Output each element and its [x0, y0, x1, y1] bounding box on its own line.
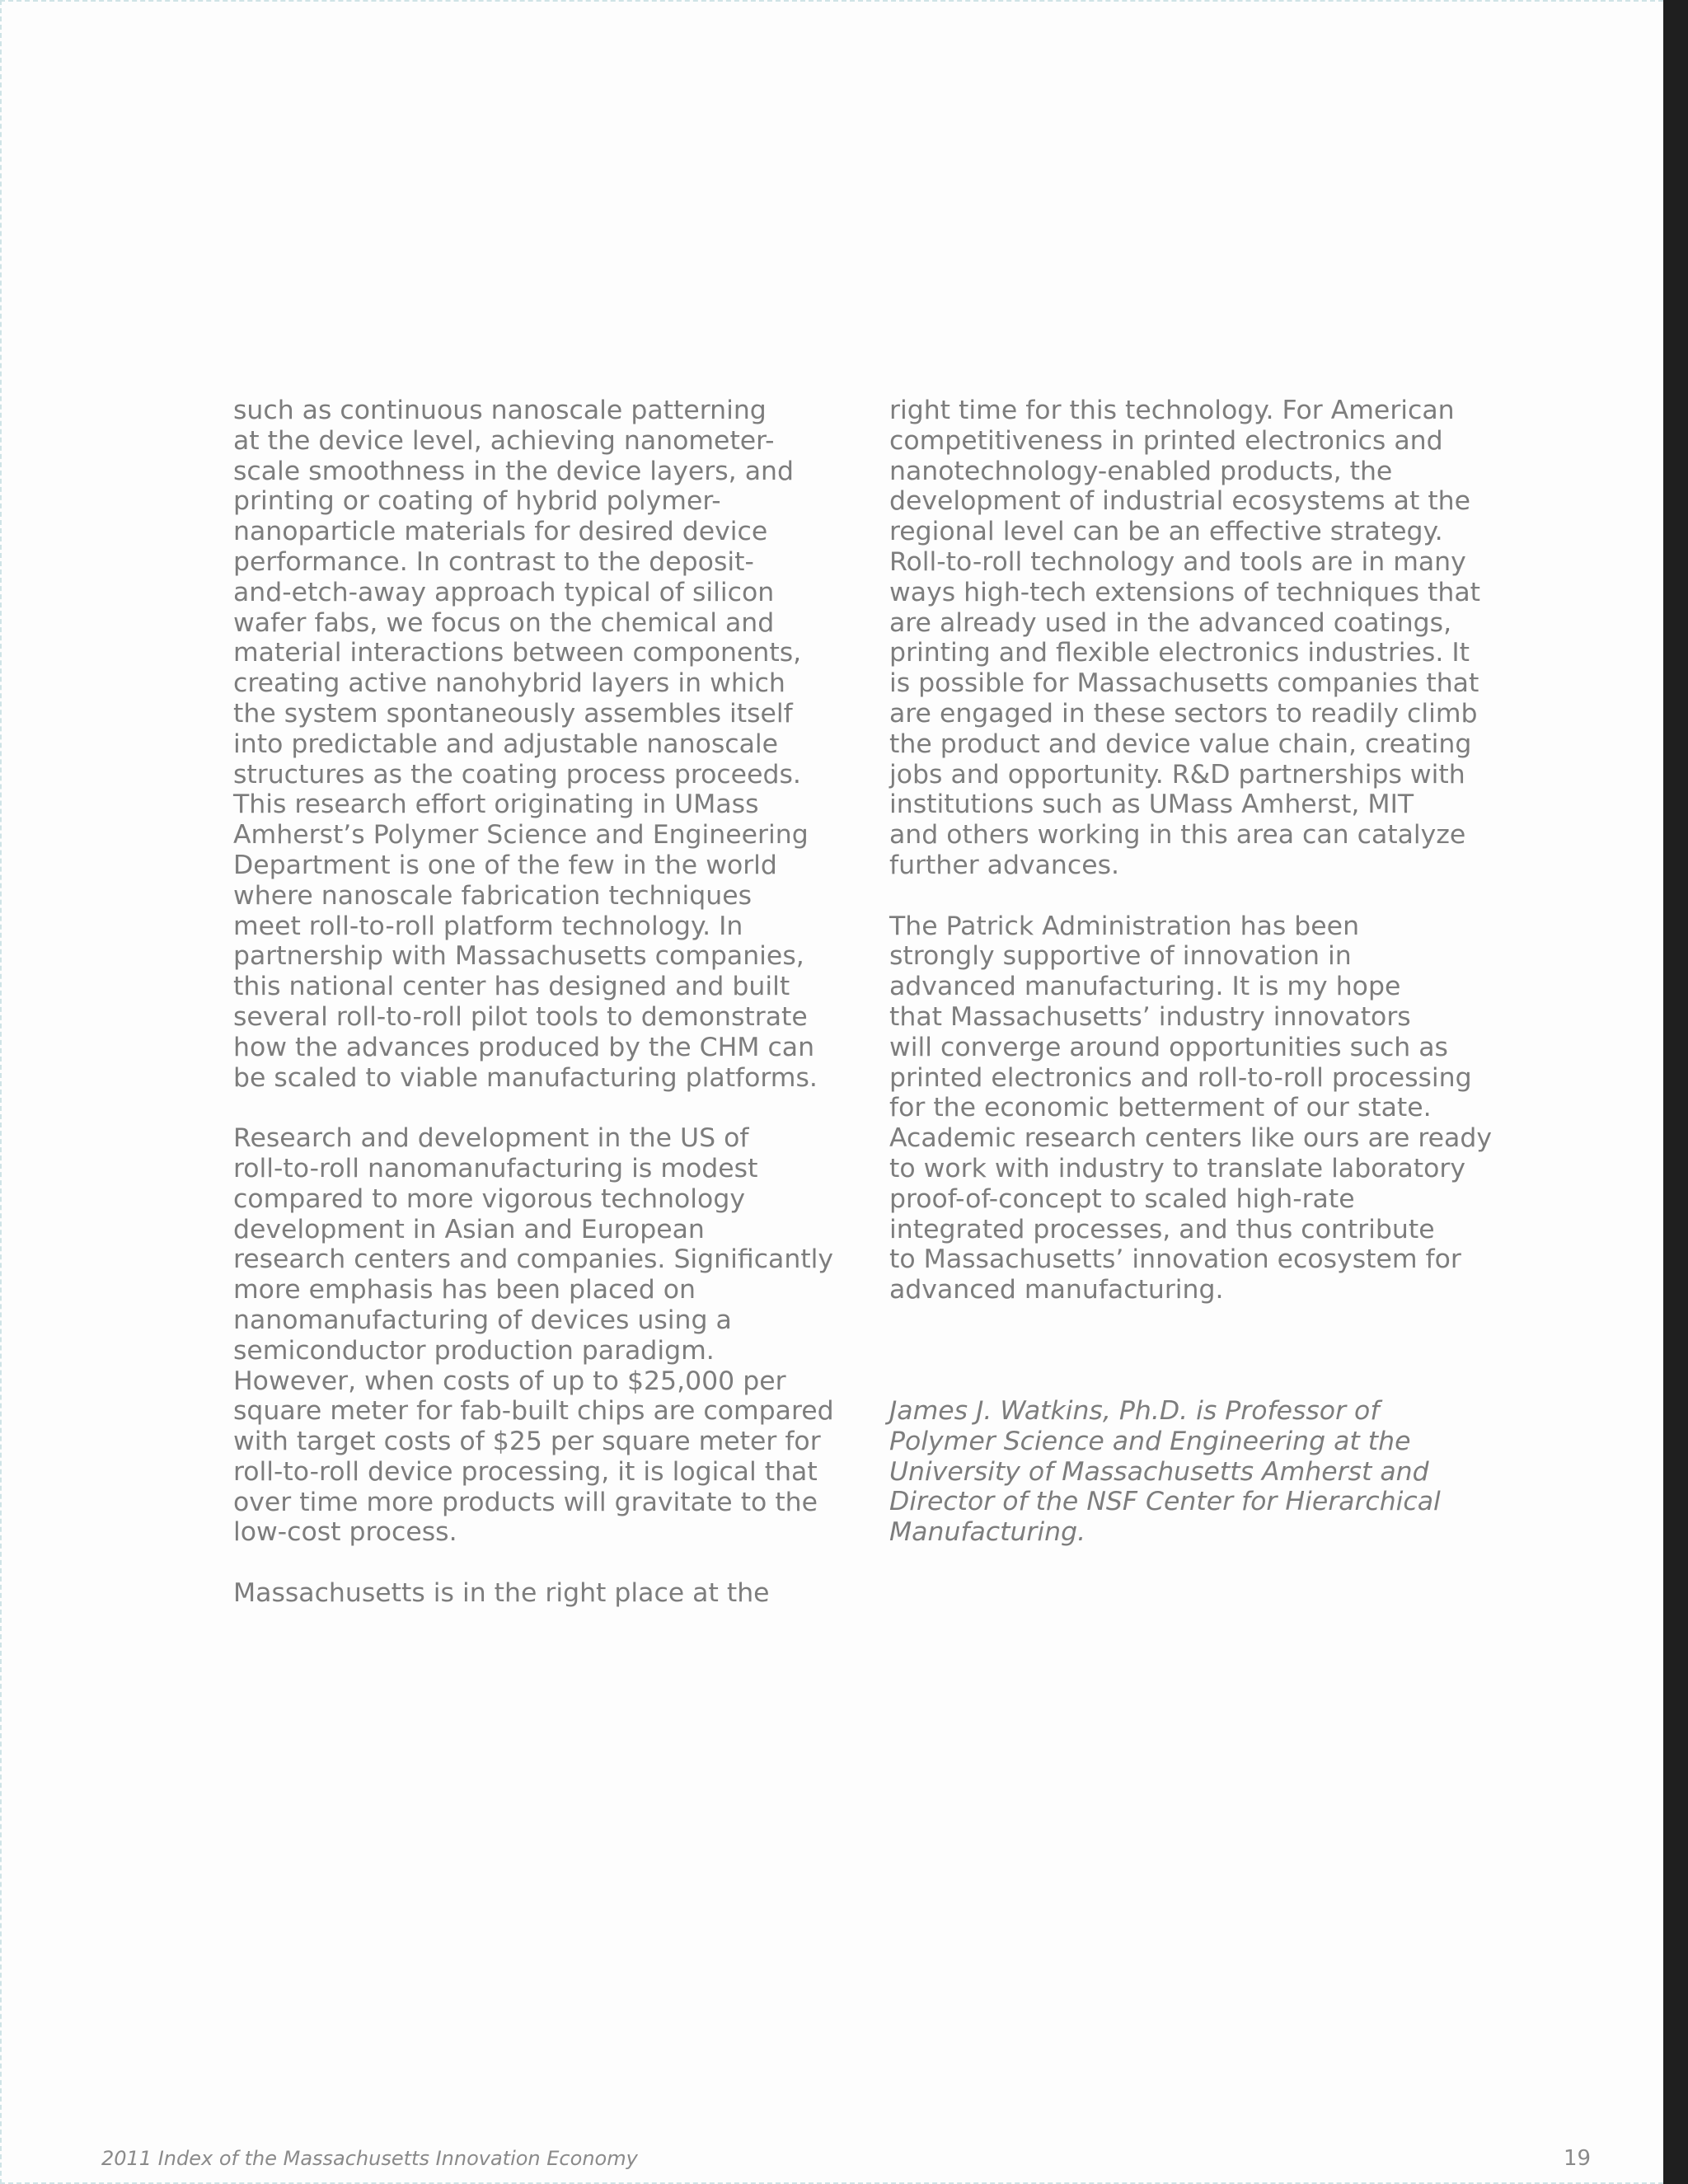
right-column	[889, 396, 1516, 1548]
bio-spacer	[889, 1305, 1516, 1396]
paragraph-spacer	[233, 1093, 860, 1123]
right-paragraph-2: The Patrick Administration has been strongly supportive of innovation in advanced manufacturing. It is my hope that Massachusetts’ industry innovators will converge around opportunities such as printed electronics and roll-to-roll processing for the economic betterment of our state. Academic research centers like ours are ready to work with industry to translate laboratory proof-of-concept to scaled high-rate integrated processes, and thus contribute to Massachusetts’ innovation ecosystem for advanced manufacturing.	[889, 911, 1492, 1305]
paragraph-spacer	[889, 881, 1516, 912]
left-paragraph-1: such as continuous nanoscale patterning at the device level, achieving nanometer- scale smoothness in the device layers, and printing or coating of hybrid polymer- nanoparticle materials for desired device performance. In contrast to the deposit- and-etch-away approach typical of silicon wafer fabs, we focus on the chemical and material interactions between components, creating active nanohybrid layers in which the system spontaneously assembles itself into predictable and adjustable nanoscale structures as the coating process proceeds. This research effort originating in UMass Amherst’s Polymer Science and Engineering Department is one of the few in the world where nanoscale fabrication techniques meet roll-to-roll platform technology. In partnership with Massachusetts companies, this national center has designed and built several roll-to-roll pilot tools to demonstrate how the advances produced by the CHM can be scaled to viable manufacturing platforms.	[233, 396, 818, 1093]
paragraph-spacer	[233, 1548, 860, 1578]
right-paragraph-1: right time for this technology. For American competitiveness in printed electronics and nanotechnology-enabled products, the development of industrial ecosystems at the regional level can be an effective strategy. Roll-to-roll technology and tools are in many ways high-tech extensions of techniques that are already used in the advanced coatings, printing and flexible electronics industries. It is possible for Massachusetts companies that are engaged in these sectors to readily climb the product and device value chain, creating jobs and opportunity. R&D partnerships with institutions such as UMass Amherst, MIT and others working in this area can catalyze further advances.	[889, 396, 1481, 880]
left-paragraph-2: Research and development in the US of roll-to-roll nanomanufacturing is modest compared to more vigorous technology development in Asian and European research centers and companies. Significantly more emphasis has been placed on nanomanufacturing of devices using a semiconductor production paradigm. However, when costs of up to $25,000 per square meter for fab-built chips are compared with target costs of $25 per square meter for roll-to-roll device processing, it is logical that over time more products will gravitate to the low-cost process.	[233, 1123, 834, 1548]
left-paragraph-3: Massachusetts is in the right place at the	[233, 1578, 770, 1609]
page-number: 19	[1564, 2146, 1592, 2171]
left-column	[233, 396, 860, 1609]
page-edge-shadow	[1663, 0, 1688, 2184]
footer-publication-title: 2011 Index of the Massachusetts Innovation Economy	[101, 2147, 638, 2170]
author-bio: James J. Watkins, Ph.D. is Professor of Polymer Science and Engineering at the University of Massachusetts Amherst and Director of the NSF Center for Hierarchical Manufacturing.	[889, 1395, 1441, 1548]
